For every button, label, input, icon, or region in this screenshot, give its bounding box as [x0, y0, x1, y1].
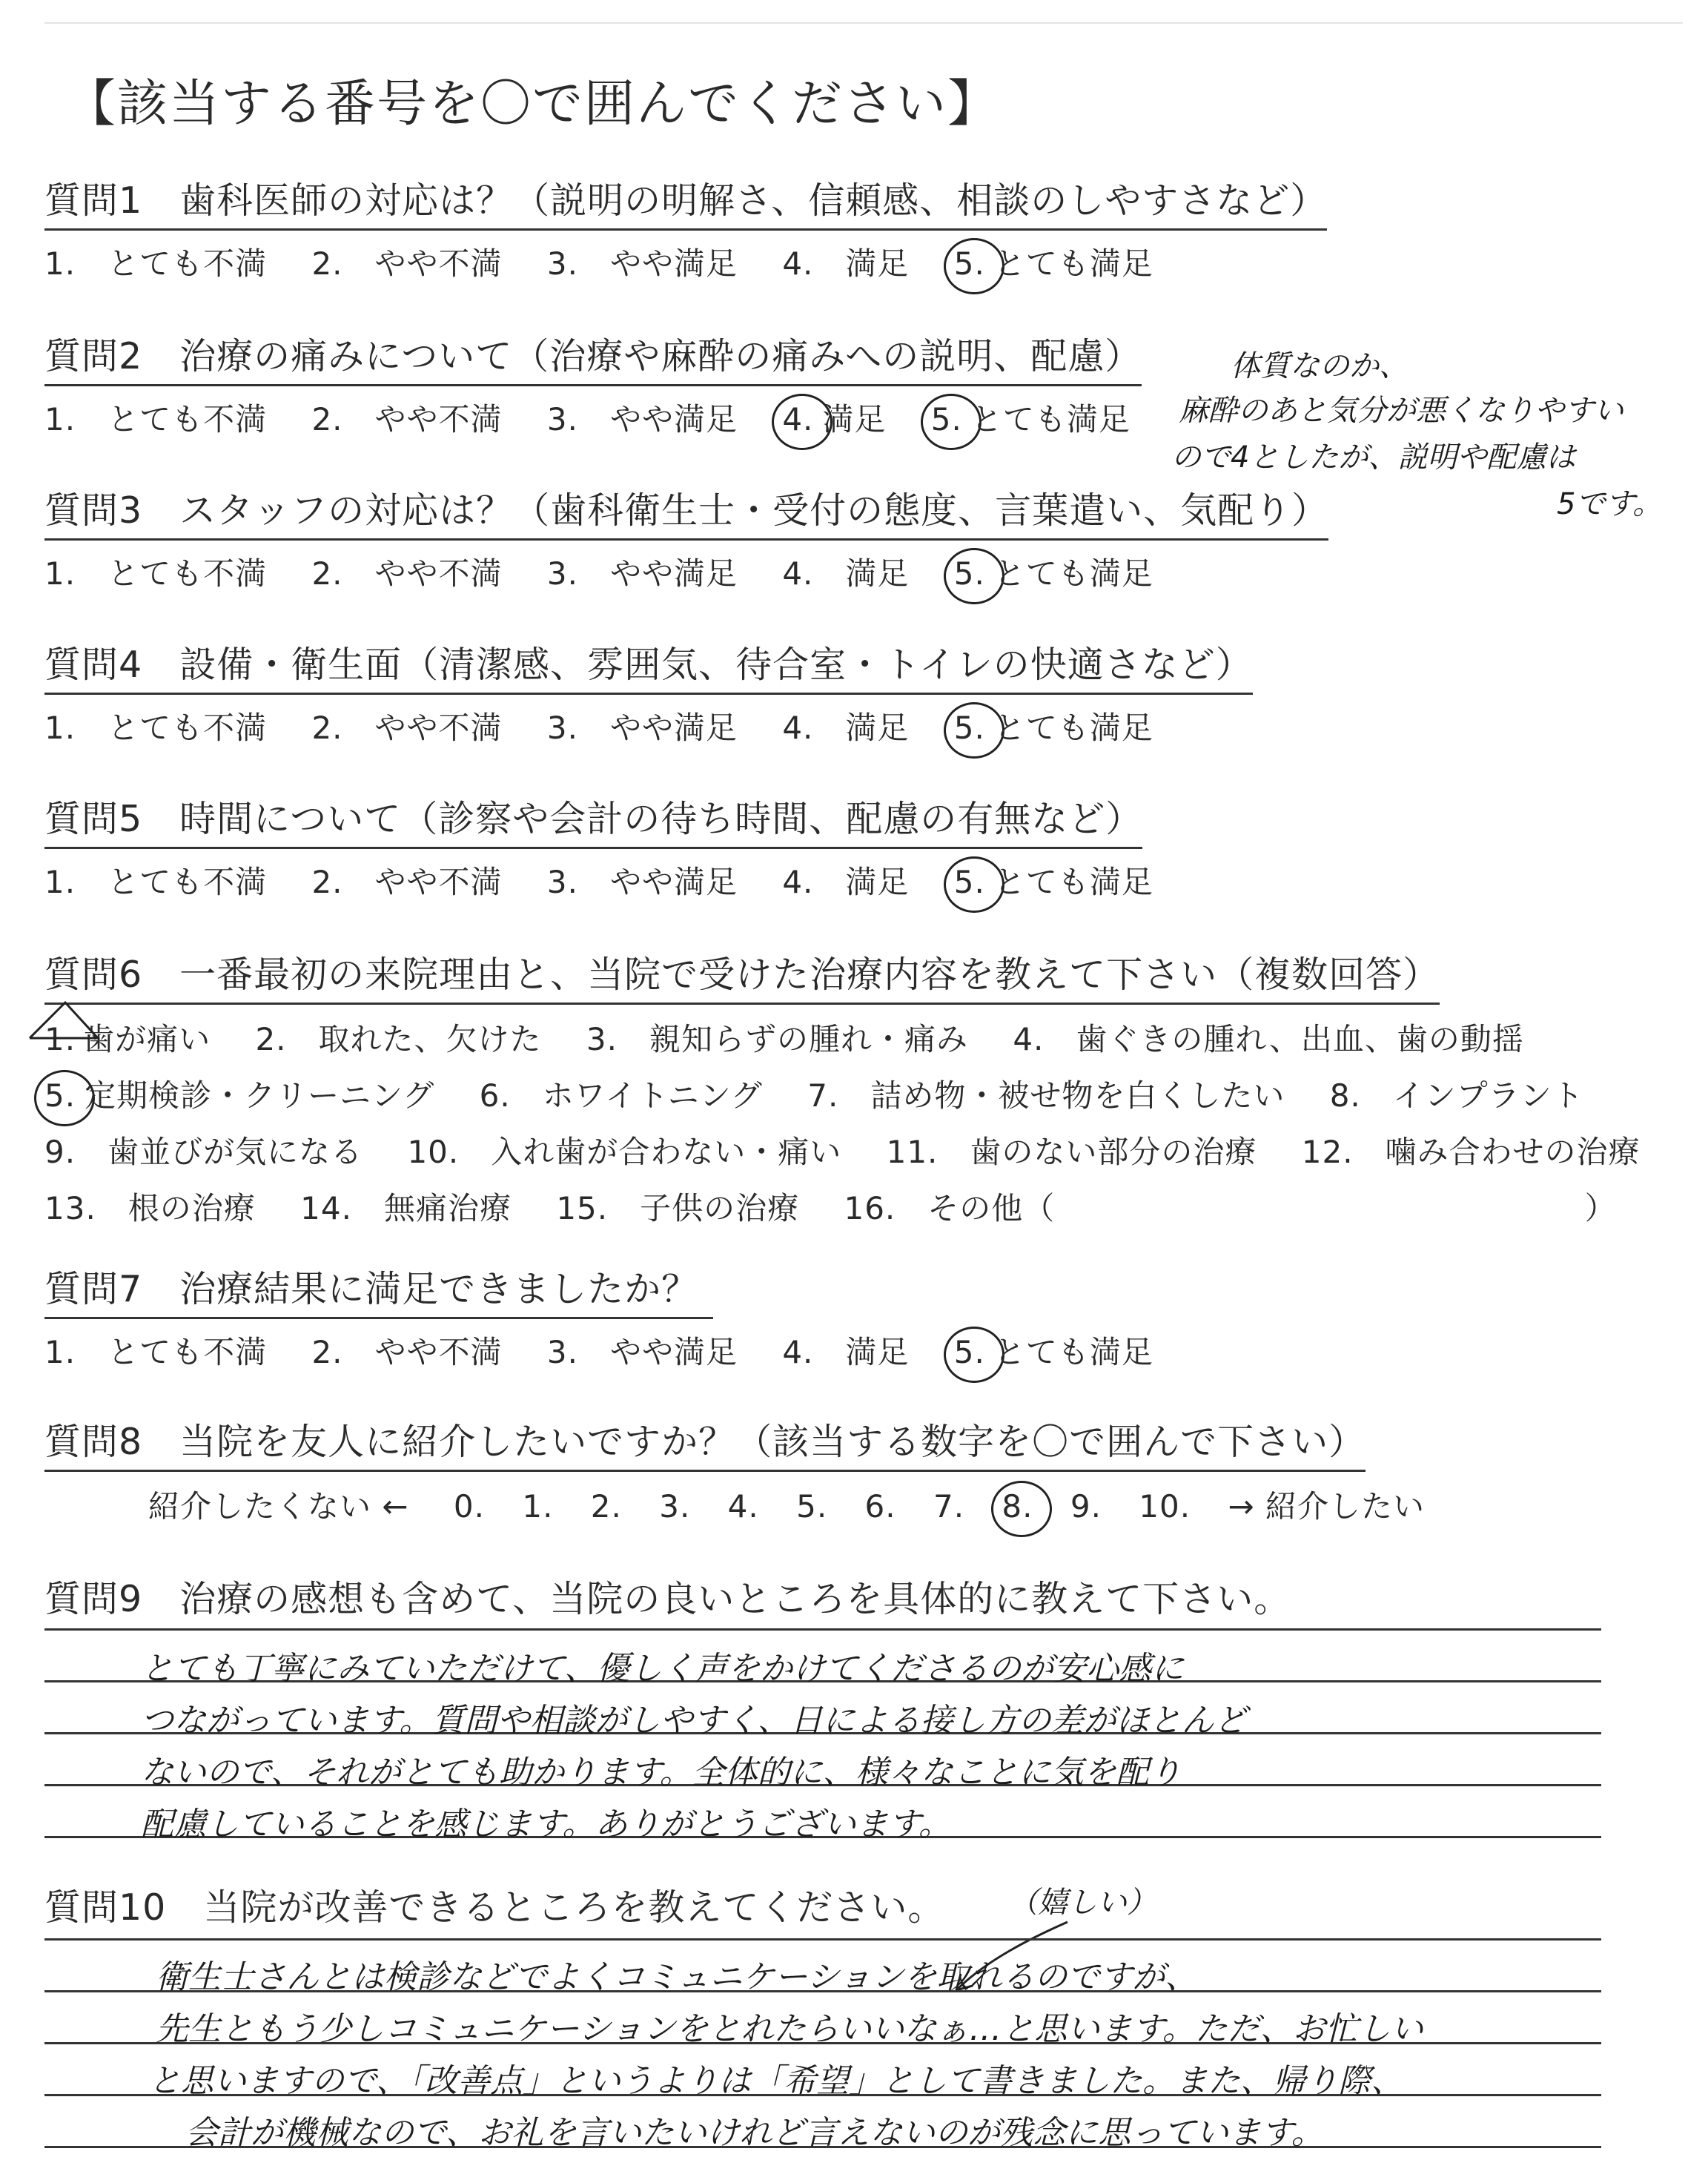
- question-3-title: 質問3 スタッフの対応は？（歯科衛生士・受付の態度、言葉遣い、気配り）: [44, 482, 1328, 541]
- q2-option-1[interactable]: 1. とても不満: [44, 401, 268, 437]
- q7-option-2[interactable]: 2. やや不満: [311, 1334, 503, 1370]
- q2-handwritten-note-2: 麻酔のあと気分が悪くなりやすい: [1179, 394, 1623, 428]
- q6-option-4[interactable]: 4. 歯ぐきの腫れ、出血、歯の動揺: [1013, 1021, 1524, 1057]
- q10-answer-line-2: 先生ともう少しコミュニケーションをとれたらいいなぁ…と思います。ただ、お忙しい: [156, 2010, 1423, 2048]
- question-9-title: 質問9 治療の感想も含めて、当院の良いところを具体的に教えて下さい。: [44, 1578, 1291, 1620]
- question-6-line-3: [44, 1128, 1675, 1172]
- question-1-title: 質問1 歯科医師の対応は？（説明の明解さ、信頼感、相談のしやすさなど）: [44, 172, 1327, 231]
- question-6-line-4: [44, 1184, 1675, 1229]
- q3-option-4[interactable]: 4. 満足: [782, 555, 910, 592]
- q7-option-5-label: とても満足: [993, 1334, 1153, 1370]
- q8-scale-0[interactable]: 0.: [453, 1488, 485, 1525]
- question-4-title: 質問4 設備・衛生面（清潔感、雰囲気、待合室・トイレの快適さなど）: [44, 636, 1253, 695]
- q7-option-4[interactable]: 4. 満足: [782, 1334, 910, 1370]
- q6-option-14[interactable]: 14. 無痛治療: [300, 1190, 512, 1226]
- question-4: [44, 636, 1253, 748]
- q6-option-9[interactable]: 9. 歯並びが気になる: [44, 1134, 363, 1170]
- question-5-options: [44, 858, 1188, 902]
- q2-option-4-circled[interactable]: 4.: [782, 401, 814, 437]
- question-5: [44, 790, 1188, 902]
- q8-scale-1[interactable]: 1.: [522, 1488, 554, 1525]
- q8-scale-3[interactable]: 3.: [659, 1488, 691, 1525]
- q8-scale-10[interactable]: 10.: [1139, 1488, 1191, 1525]
- q6-option-5-label: 定期検診・クリーニング: [85, 1077, 435, 1114]
- q9-answer-line-3: ないので、それがとても助かります。全体的に、様々なことに気を配り: [141, 1754, 1182, 1791]
- question-6-line-1: [44, 1015, 1675, 1060]
- q8-scale-9[interactable]: 9.: [1070, 1488, 1102, 1525]
- q8-left-label: 紹介したくない ←: [148, 1488, 409, 1525]
- q5-option-4[interactable]: 4. 満足: [782, 864, 910, 900]
- question-7-title: 質問7 治療結果に満足できましたか？: [44, 1261, 713, 1319]
- q9-answer-line-2: つながっています。質問や相談がしやすく、日による接し方の差がほとんど: [141, 1702, 1247, 1740]
- q3-option-5-label: とても満足: [993, 555, 1153, 592]
- q7-option-1[interactable]: 1. とても不満: [44, 1334, 268, 1370]
- question-10: [44, 1879, 944, 1935]
- top-edge-line: [44, 22, 1683, 24]
- q6-option-5-circled[interactable]: 5.: [44, 1077, 76, 1114]
- q6-option-15[interactable]: 15. 子供の治療: [556, 1190, 800, 1226]
- q1-option-5-label: とても満足: [993, 245, 1153, 282]
- q9-answer-line-1: とても丁寧にみていただけて、優しく声をかけてくださるのが安心感に: [141, 1650, 1185, 1688]
- q10-answer-line-3: と思いますので、「改善点」というよりは「希望」として書きました。また、帰り際、: [148, 2062, 1404, 2100]
- q6-option-1-triangle-mark: [27, 998, 101, 1043]
- q10-insert-note: （嬉しい）: [1008, 1886, 1156, 1920]
- q8-scale-2[interactable]: 2.: [590, 1488, 622, 1525]
- question-8: [44, 1413, 1459, 1527]
- q2-handwritten-note-1: 体質なのか、: [1231, 349, 1409, 383]
- q6-option-11[interactable]: 11. 歯のない部分の治療: [886, 1134, 1257, 1170]
- question-6-line-2: [44, 1071, 1675, 1116]
- question-9: [44, 1571, 1291, 1627]
- q10-answer-rule-1: [44, 1938, 1601, 1941]
- q6-option-1-triangled[interactable]: 1.: [44, 1021, 76, 1057]
- q9-answer-rule-1: [44, 1628, 1601, 1631]
- q2-handwritten-note-4: 5です。: [1557, 487, 1663, 521]
- q6-option-6[interactable]: 6. ホワイトニング: [479, 1077, 763, 1114]
- q3-option-3[interactable]: 3. やや満足: [546, 555, 738, 592]
- q4-option-3[interactable]: 3. やや満足: [546, 710, 738, 746]
- q4-option-5-circled[interactable]: 5.: [953, 710, 985, 746]
- q5-option-5-label: とても満足: [993, 864, 1153, 900]
- question-7: [44, 1261, 1188, 1373]
- q5-option-5-circled[interactable]: 5.: [953, 864, 985, 900]
- q8-scale-7[interactable]: 7.: [933, 1488, 965, 1525]
- q4-option-1[interactable]: 1. とても不満: [44, 710, 268, 746]
- q6-option-2[interactable]: 2. 取れた、欠けた: [255, 1021, 542, 1057]
- q5-option-1[interactable]: 1. とても不満: [44, 864, 268, 900]
- question-10-title: 質問10 当院が改善できるところを教えてください。: [44, 1886, 945, 1929]
- q8-scale-6[interactable]: 6.: [864, 1488, 896, 1525]
- q2-option-5-label: とても満足: [970, 401, 1131, 437]
- question-6: [44, 946, 1675, 1229]
- q2-option-5-circled[interactable]: 5.: [930, 401, 962, 437]
- question-1: [44, 172, 1327, 284]
- question-6-title: 質問6 一番最初の来院理由と、当院で受けた治療内容を教えて下さい（複数回答）: [44, 946, 1440, 1005]
- q8-scale-5[interactable]: 5.: [796, 1488, 828, 1525]
- q6-option-16-close: ）: [1584, 1190, 1617, 1226]
- q2-option-3[interactable]: 3. やや満足: [546, 401, 738, 437]
- q1-option-4[interactable]: 4. 満足: [782, 245, 910, 282]
- q10-answer-line-1: 衛生士さんとは検診などでよくコミュニケーションを取れるのですが、: [156, 1958, 1198, 1996]
- q3-option-1[interactable]: 1. とても不満: [44, 555, 268, 592]
- q1-option-3[interactable]: 3. やや満足: [546, 245, 738, 282]
- q6-option-8[interactable]: 8. インプラント: [1329, 1077, 1584, 1114]
- q1-option-2[interactable]: 2. やや不満: [311, 245, 503, 282]
- question-8-scale: [148, 1482, 1459, 1527]
- q2-handwritten-note-3: ので4としたが、説明や配慮は: [1171, 440, 1576, 475]
- q8-scale-4[interactable]: 4.: [727, 1488, 759, 1525]
- q6-option-1-label: 歯が痛い: [83, 1021, 211, 1057]
- question-5-title: 質問5 時間について（診察や会計の待ち時間、配慮の有無など）: [44, 790, 1142, 849]
- q6-option-16[interactable]: 16. その他（: [844, 1190, 1056, 1226]
- question-2: [44, 328, 1165, 440]
- form-header: 【該当する番号を〇で囲んでください】: [65, 75, 1000, 133]
- question-2-title: 質問2 治療の痛みについて（治療や麻酔の痛みへの説明、配慮）: [44, 328, 1142, 386]
- q6-option-7[interactable]: 7. 詰め物・被せ物を白くしたい: [807, 1077, 1285, 1114]
- q4-option-4[interactable]: 4. 満足: [782, 710, 910, 746]
- q4-option-2[interactable]: 2. やや不満: [311, 710, 503, 746]
- q7-option-3[interactable]: 3. やや満足: [546, 1334, 738, 1370]
- q5-option-2[interactable]: 2. やや不満: [311, 864, 503, 900]
- question-4-options: [44, 704, 1253, 748]
- question-3-options: [44, 549, 1328, 594]
- q6-option-3[interactable]: 3. 親知らずの腫れ・痛み: [586, 1021, 968, 1057]
- q6-option-13[interactable]: 13. 根の治療: [44, 1190, 256, 1226]
- q5-option-3[interactable]: 3. やや満足: [546, 864, 738, 900]
- q1-option-5-circled[interactable]: 5.: [953, 245, 985, 282]
- question-8-title: 質問8 当院を友人に紹介したいですか？（該当する数字を〇で囲んで下さい）: [44, 1413, 1366, 1472]
- question-3: [44, 482, 1328, 594]
- q10-answer-line-4: 会計が機械なので、お礼を言いたいけれど言えないのが残念に思っています。: [185, 2114, 1324, 2152]
- q9-answer-line-4: 配慮していることを感じます。ありがとうございます。: [141, 1806, 951, 1843]
- q8-scale-8-circled[interactable]: 8.: [1002, 1488, 1033, 1525]
- q2-option-2[interactable]: 2. やや不満: [311, 401, 503, 437]
- q1-option-1[interactable]: 1. とても不満: [44, 245, 268, 282]
- q6-option-12[interactable]: 12. 噛み合わせの治療: [1301, 1134, 1641, 1170]
- q7-option-5-circled[interactable]: 5.: [953, 1334, 985, 1370]
- question-1-options: [44, 240, 1327, 284]
- q3-option-5-circled[interactable]: 5.: [953, 555, 985, 592]
- q3-option-2[interactable]: 2. やや不満: [311, 555, 503, 592]
- q8-right-label: → 紹介したい: [1228, 1488, 1425, 1525]
- q6-option-10[interactable]: 10. 入れ歯が合わない・痛い: [407, 1134, 842, 1170]
- q4-option-5-label: とても満足: [993, 710, 1153, 746]
- question-7-options: [44, 1328, 1188, 1373]
- question-2-options: [44, 395, 1165, 440]
- q2-option-4-label: 満足: [822, 401, 887, 437]
